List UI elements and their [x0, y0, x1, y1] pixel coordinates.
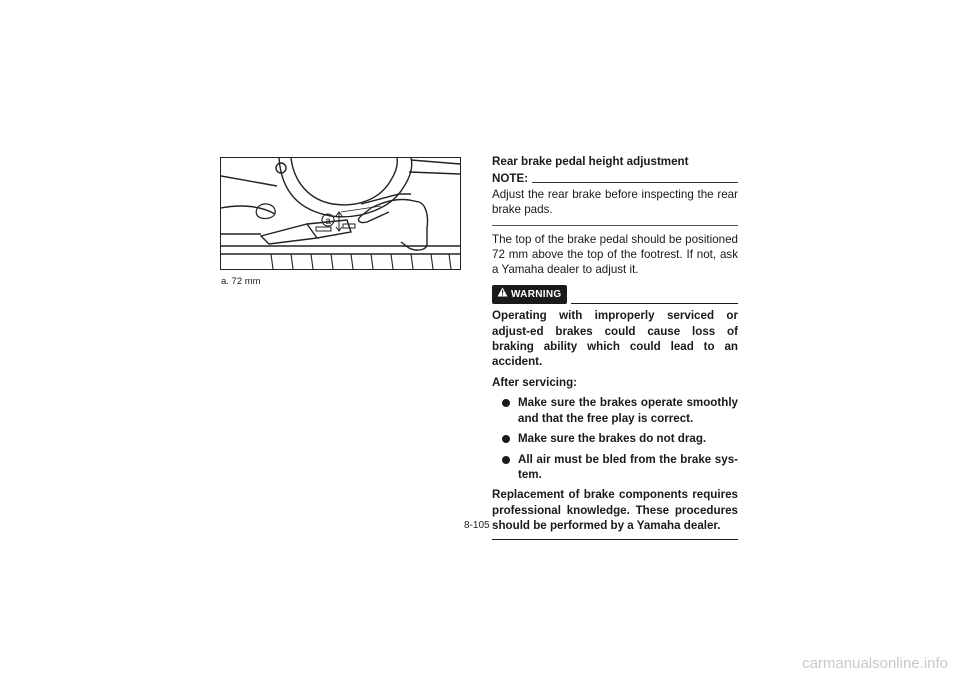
warning-end-rule — [492, 539, 738, 540]
note-header — [492, 171, 738, 186]
warning-label: WARNING — [511, 288, 562, 300]
warning-closing: Replacement of brake components requires professional knowledge. These procedures should be performed by a Yamaha dealer. — [492, 488, 738, 533]
section-heading: Rear brake pedal height adjustment — [492, 155, 689, 168]
warning-triangle-icon — [497, 287, 508, 302]
brake-pedal-illustration — [220, 157, 461, 270]
note-end-rule — [492, 225, 738, 226]
warning-intro: Operating with improperly serviced or adjust-ed brakes could cause loss of braking ability which could lead to an accident. — [492, 309, 738, 369]
note-rule — [532, 182, 738, 183]
bullet-icon — [502, 435, 510, 443]
page-number: 8-105 — [464, 520, 490, 531]
warning-after-label: After servicing: — [492, 375, 578, 389]
list-item: Make sure the brakes operate smoothly and that the free play is correct. — [502, 395, 738, 426]
warning-rule — [571, 303, 738, 304]
warning-header — [492, 285, 738, 304]
figure-callout: a — [325, 216, 331, 227]
bullet-icon — [502, 399, 510, 407]
bullet-icon — [502, 456, 510, 464]
warning-badge — [492, 285, 567, 304]
list-item: Make sure the brakes do not drag. — [502, 431, 738, 446]
note-label: NOTE: — [492, 172, 529, 186]
note-text: Adjust the rear brake before inspecting the rear brake pads. — [492, 187, 738, 217]
content-column — [492, 154, 738, 540]
warning-bullet-list — [492, 395, 738, 482]
body-text: The top of the brake pedal should be positioned 72 mm above the top of the footrest. If not, ask a Yamaha dealer to adjust it. — [492, 232, 738, 277]
figure-caption: a. 72 mm — [221, 276, 261, 287]
brake-pedal-drawing — [221, 158, 460, 269]
list-item: All air must be bled from the brake sys-tem. — [502, 452, 738, 483]
watermark: carmanualsonline.info — [802, 655, 948, 672]
